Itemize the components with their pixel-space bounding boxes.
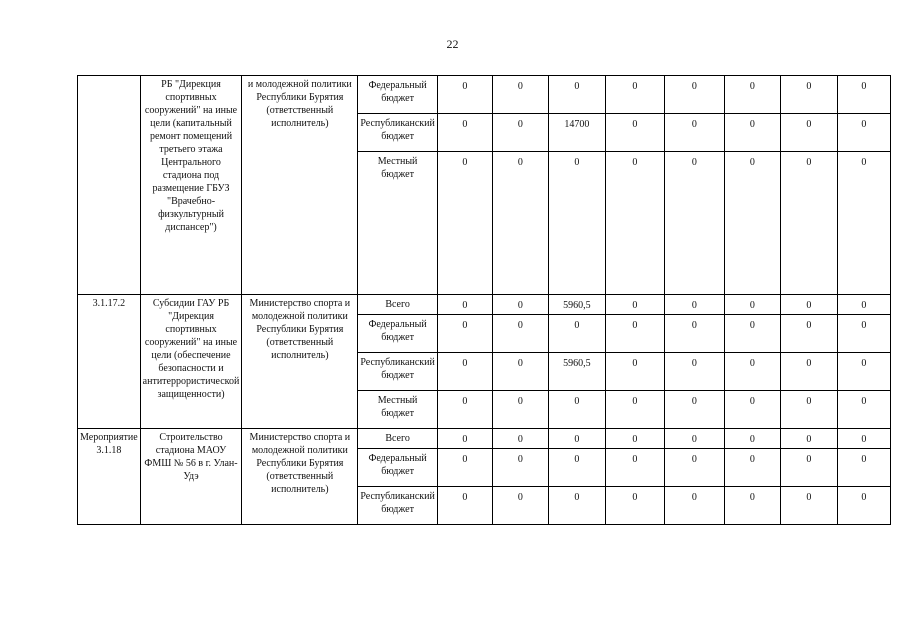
amount-cell: 0	[724, 449, 780, 487]
amount-cell: 0	[605, 315, 664, 353]
funding-source-cell: Республиканский бюджет	[358, 487, 437, 525]
amount-cell: 0	[724, 295, 780, 315]
activity-name-cell: РБ "Дирекция спортивных сооружений" на иные цели (капитальный ремонт помещений третьего этажа Центрального стадиона под размещение ГБУЗ "Врачебно-физкультурный диспансер")	[140, 76, 242, 295]
amount-cell: 0	[437, 76, 492, 114]
amount-cell: 0	[664, 391, 724, 429]
executor-cell: Министерство спорта и молодежной политики Республики Бурятия (ответственный исполнитель)	[242, 429, 358, 525]
amount-cell: 0	[492, 487, 548, 525]
funding-source-cell: Местный бюджет	[358, 391, 437, 429]
amount-cell: 0	[605, 114, 664, 152]
amount-cell: 0	[724, 487, 780, 525]
funding-source-cell: Республиканский бюджет	[358, 353, 437, 391]
page-number: 22	[446, 37, 459, 51]
budget-table	[77, 75, 891, 525]
amount-cell: 0	[780, 391, 837, 429]
amount-cell: 0	[605, 487, 664, 525]
amount-cell: 0	[837, 295, 890, 315]
activity-name-cell: Строительство стадиона МАОУ ФМШ № 56 в г. Улан-Удэ	[140, 429, 242, 525]
amount-cell: 0	[492, 295, 548, 315]
amount-cell: 0	[780, 449, 837, 487]
amount-cell: 5960,5	[548, 295, 605, 315]
amount-cell: 0	[664, 353, 724, 391]
amount-cell: 0	[664, 315, 724, 353]
amount-cell: 0	[780, 429, 837, 449]
amount-cell: 0	[605, 295, 664, 315]
amount-cell: 0	[492, 114, 548, 152]
activity-code-cell	[78, 76, 141, 295]
funding-source-cell: Местный бюджет	[358, 152, 437, 295]
table-row	[78, 295, 891, 315]
amount-cell: 0	[492, 391, 548, 429]
amount-cell: 0	[437, 353, 492, 391]
amount-cell: 0	[437, 429, 492, 449]
amount-cell: 0	[437, 114, 492, 152]
amount-cell: 0	[664, 114, 724, 152]
funding-source-cell: Федеральный бюджет	[358, 76, 437, 114]
amount-cell: 0	[837, 449, 890, 487]
activity-code-cell: 3.1.17.2	[78, 295, 141, 429]
funding-source-cell: Республиканский бюджет	[358, 114, 437, 152]
amount-cell: 0	[837, 315, 890, 353]
amount-cell: 0	[548, 152, 605, 295]
amount-cell: 0	[548, 449, 605, 487]
amount-cell: 0	[837, 152, 890, 295]
amount-cell: 0	[780, 353, 837, 391]
amount-cell: 0	[724, 391, 780, 429]
amount-cell: 0	[837, 76, 890, 114]
executor-cell: Министерство спорта и молодежной политики Республики Бурятия (ответственный исполнитель)	[242, 295, 358, 429]
amount-cell: 0	[548, 429, 605, 449]
amount-cell: 0	[492, 449, 548, 487]
amount-cell: 0	[837, 114, 890, 152]
amount-cell: 0	[780, 487, 837, 525]
amount-cell: 0	[605, 449, 664, 487]
amount-cell: 0	[492, 76, 548, 114]
amount-cell: 0	[548, 76, 605, 114]
amount-cell: 0	[437, 315, 492, 353]
amount-cell: 0	[780, 295, 837, 315]
amount-cell: 0	[724, 152, 780, 295]
activity-name-cell: Субсидии ГАУ РБ "Дирекция спортивных сооружений" на иные цели (обеспечение безопасности и антитеррористической защищенности)	[140, 295, 242, 429]
amount-cell: 0	[837, 353, 890, 391]
amount-cell: 0	[837, 391, 890, 429]
amount-cell: 0	[780, 315, 837, 353]
amount-cell: 0	[605, 429, 664, 449]
amount-cell: 0	[605, 76, 664, 114]
table-body	[78, 76, 891, 525]
amount-cell: 0	[724, 114, 780, 152]
funding-source-cell: Федеральный бюджет	[358, 449, 437, 487]
amount-cell: 0	[837, 429, 890, 449]
amount-cell: 0	[492, 152, 548, 295]
amount-cell: 0	[605, 391, 664, 429]
amount-cell: 0	[780, 152, 837, 295]
amount-cell: 5960,5	[548, 353, 605, 391]
activity-code-cell: Мероприятие 3.1.18	[78, 429, 141, 525]
amount-cell: 0	[724, 76, 780, 114]
funding-source-cell: Всего	[358, 295, 437, 315]
amount-cell: 0	[437, 449, 492, 487]
amount-cell: 0	[437, 295, 492, 315]
amount-cell: 0	[492, 353, 548, 391]
amount-cell: 0	[664, 76, 724, 114]
table-row	[78, 76, 891, 114]
amount-cell: 0	[605, 152, 664, 295]
amount-cell: 0	[664, 295, 724, 315]
amount-cell: 14700	[548, 114, 605, 152]
table-row	[78, 429, 891, 449]
amount-cell: 0	[664, 152, 724, 295]
amount-cell: 0	[664, 449, 724, 487]
amount-cell: 0	[780, 114, 837, 152]
amount-cell: 0	[548, 315, 605, 353]
amount-cell: 0	[605, 353, 664, 391]
funding-source-cell: Федеральный бюджет	[358, 315, 437, 353]
amount-cell: 0	[492, 429, 548, 449]
amount-cell: 0	[437, 152, 492, 295]
amount-cell: 0	[780, 76, 837, 114]
amount-cell: 0	[492, 315, 548, 353]
amount-cell: 0	[724, 353, 780, 391]
amount-cell: 0	[664, 429, 724, 449]
amount-cell: 0	[548, 391, 605, 429]
amount-cell: 0	[548, 487, 605, 525]
amount-cell: 0	[664, 487, 724, 525]
amount-cell: 0	[724, 429, 780, 449]
executor-cell: и молодежной политики Республики Бурятия (ответственный исполнитель)	[242, 76, 358, 295]
amount-cell: 0	[837, 487, 890, 525]
funding-source-cell: Всего	[358, 429, 437, 449]
amount-cell: 0	[724, 315, 780, 353]
amount-cell: 0	[437, 391, 492, 429]
amount-cell: 0	[437, 487, 492, 525]
